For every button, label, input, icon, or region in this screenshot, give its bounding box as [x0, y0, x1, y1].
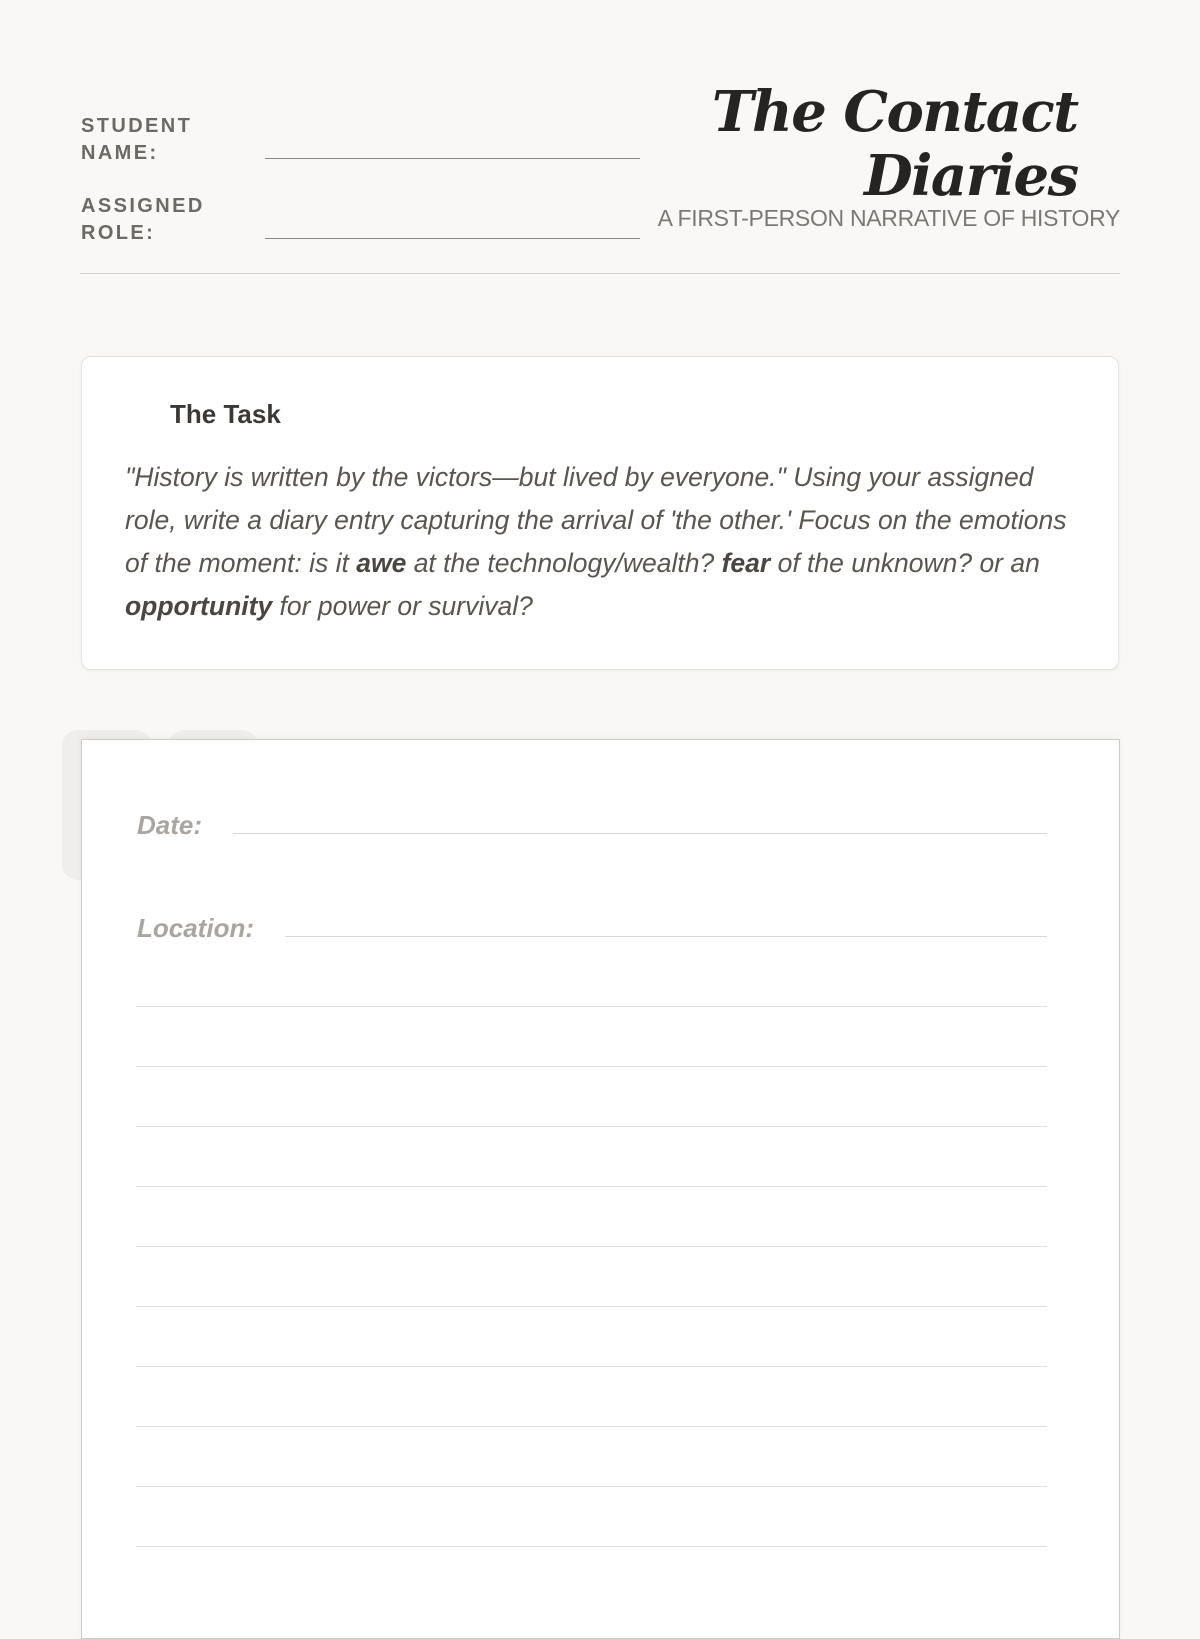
- location-field[interactable]: [285, 936, 1047, 937]
- diary-writing-line[interactable]: [136, 1006, 1047, 1007]
- task-instructions: [125, 456, 1085, 628]
- task-emphasis-opportunity: opportunity: [125, 591, 273, 621]
- diary-writing-line[interactable]: [136, 1306, 1047, 1307]
- diary-writing-line[interactable]: [136, 1186, 1047, 1187]
- task-emphasis-awe: awe: [356, 548, 407, 578]
- title-block: [658, 80, 1120, 232]
- task-card: [81, 356, 1119, 670]
- task-emphasis-fear: fear: [721, 548, 771, 578]
- task-text-1: "History is written by the victors—but lived by everyone." Using your assigned role, write a diary entry capturing the arrival of 'the other.' Focus on the emotions of the moment: is it: [125, 462, 1067, 578]
- header-divider: [80, 273, 1120, 274]
- diary-writing-line[interactable]: [136, 1546, 1047, 1547]
- worksheet-header: [80, 0, 1120, 275]
- diary-writing-line[interactable]: [136, 1126, 1047, 1127]
- page-subtitle: A FIRST-PERSON NARRATIVE OF HISTORY: [657, 205, 1120, 231]
- location-label: Location:: [137, 913, 254, 943]
- diary-writing-line[interactable]: [136, 1486, 1047, 1487]
- date-label: Date:: [137, 810, 203, 840]
- diary-writing-line[interactable]: [136, 1426, 1047, 1427]
- assigned-role-label: ASSIGNED ROLE:: [81, 195, 205, 244]
- student-name-label: STUDENT NAME:: [81, 115, 193, 164]
- assigned-role-field[interactable]: [265, 238, 640, 239]
- date-field[interactable]: [233, 833, 1047, 834]
- diary-writing-line[interactable]: [136, 1246, 1047, 1247]
- student-name-field[interactable]: [265, 158, 640, 159]
- task-heading: The Task: [170, 399, 281, 429]
- diary-writing-line[interactable]: [136, 1366, 1047, 1367]
- diary-writing-line[interactable]: [136, 1066, 1047, 1067]
- page-title: The Contact Diaries: [711, 79, 1078, 209]
- diary-page: [81, 739, 1120, 1639]
- task-text-2: at the technology/wealth?: [406, 548, 722, 578]
- task-text-3: of the unknown? or an: [770, 548, 1040, 578]
- task-text-4: for power or survival?: [272, 591, 533, 621]
